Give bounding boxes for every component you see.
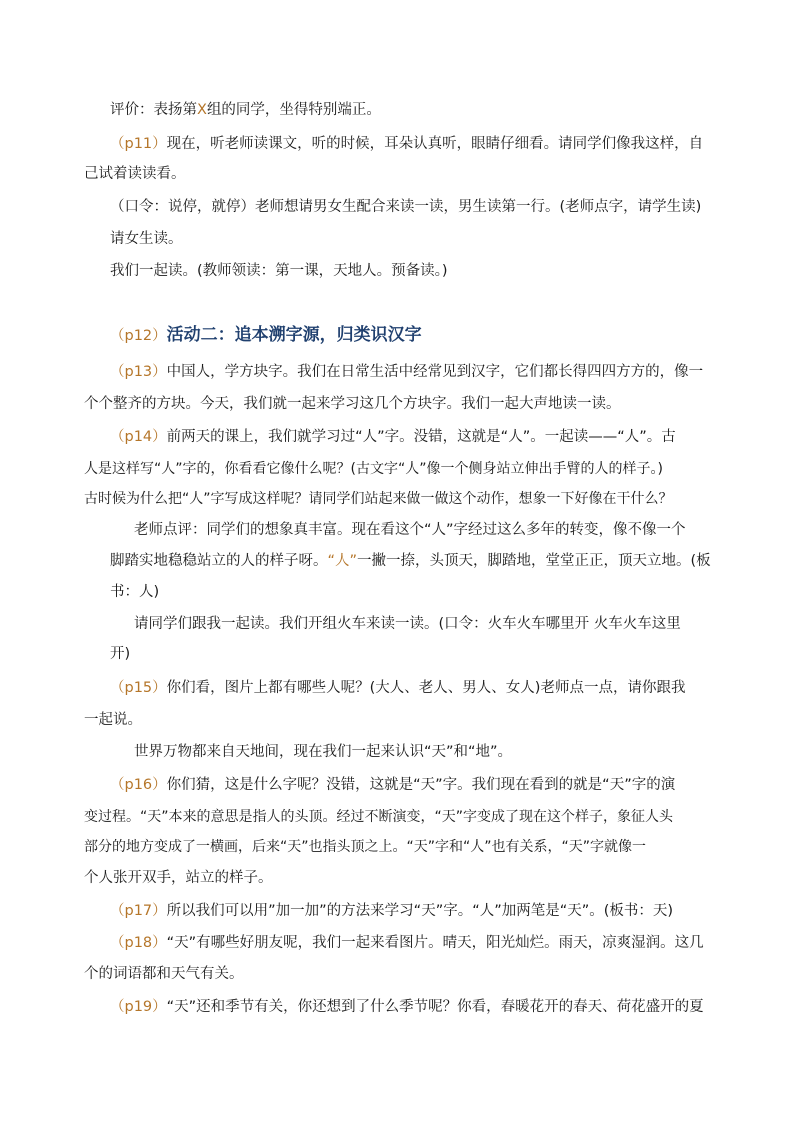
- text-span: “天”还和季节有关，你还想到了什么季节呢？你看，春暖花开的春天、荷花盛开的夏: [166, 999, 704, 1015]
- text-span: 你们猜，这是什么字呢？没错，这就是“天”字。我们现在看到的就是“天”字的演: [166, 777, 676, 793]
- page-tag: （p15）: [110, 680, 167, 696]
- text-span: 所以我们可以用”加一加”的方法来学习“天”字。“人”加两笔是“天”。(板书：天): [166, 903, 674, 919]
- text-line: 请女生读。: [110, 231, 183, 247]
- text-line: 请同学们跟我一起读。我们开组火车来读一读。(口令：火车火车哪里开 火车火车这里: [134, 616, 681, 632]
- page-tag: （p13）: [110, 364, 167, 380]
- text-line: 一起说。: [84, 712, 142, 728]
- text-line: （口令：说停，就停）老师想请男女生配合来读一读，男生读第一行。(老师点字，请学生读): [110, 199, 702, 215]
- text-line: 个人张开双手，站立的样子。: [84, 870, 273, 886]
- text-line: 个个整齐的方块。今天，我们就一起来学习这几个方块字。我们一起大声地读一读。: [84, 396, 621, 412]
- text-line: [110, 678, 685, 698]
- text-span: 前两天的课上，我们就学习过“人”字。没错，这就是“人”。一起读——“人”。古: [166, 429, 676, 445]
- text-span: 一撇一捺，头顶天，脚踏地，堂堂正正，顶天立地。(板: [357, 553, 711, 569]
- text-line: [110, 427, 676, 447]
- text-line: [110, 775, 675, 795]
- page-tag: （p17）: [110, 903, 167, 919]
- text-line: 书：人): [110, 584, 160, 600]
- text-span: 组的同学，坐得特别端正。: [206, 102, 381, 118]
- text-span: 评价：表扬第: [110, 102, 197, 118]
- section-heading: [110, 323, 422, 348]
- text-span: 中国人，学方块字。我们在日常生活中经常见到汉字，它们都长得四四方方的，像一: [166, 364, 704, 380]
- text-line: [110, 362, 703, 382]
- text-span: 现在，听老师读课文，听的时候，耳朵认真听，眼睛仔细看。请同学们像我这样，自: [166, 136, 704, 152]
- page-tag: （p19）: [110, 999, 167, 1015]
- page-tag: （p12）: [110, 328, 167, 344]
- text-line: [110, 933, 704, 953]
- text-span: 脚踏实地稳稳站立的人的样子呀。: [110, 553, 328, 569]
- page-tag: （p16）: [110, 777, 167, 793]
- page-tag: （p18）: [110, 935, 167, 951]
- text-line: 己试着读读看。: [84, 166, 186, 182]
- text-span: “天”有哪些好朋友呢，我们一起来看图片。晴天，阳光灿烂。雨天，凉爽湿润。这几: [166, 935, 704, 951]
- text-line: 部分的地方变成了一横画，后来“天”也指头顶之上。“天”字和“人”也有关系，“天”字就像一: [84, 839, 647, 855]
- highlight-span: X: [197, 102, 207, 118]
- text-line: 变过程。“天”本来的意思是指人的头顶。经过不断演变，“天”字变成了现在这个样子，象征人头: [84, 809, 674, 825]
- page-tag: （p11）: [110, 136, 167, 152]
- text-line: 古时候为什么把“人”字写成这样呢？请同学们站起来做一做这个动作，想象一下好像在干什么？: [84, 491, 673, 507]
- page-tag: （p14）: [110, 429, 167, 445]
- heading-text: 活动二：追本溯字源，归类识汉字: [166, 325, 422, 345]
- text-line: [110, 100, 381, 120]
- text-line: 开): [110, 646, 131, 662]
- text-span: 你们看，图片上都有哪些人呢？(大人、老人、男人、女人)老师点一点，请你跟我: [166, 680, 686, 696]
- text-line: 世界万物都来自天地间，现在我们一起来认识“天”和“地”。: [134, 744, 513, 760]
- text-line: [110, 551, 711, 571]
- text-line: [110, 134, 703, 154]
- text-line: [110, 997, 704, 1017]
- text-line: 老师点评：同学们的想象真丰富。现在看这个“人”字经过这么多年的转变，像不像一个: [134, 522, 686, 538]
- text-line: 我们一起读。(教师领读：第一课，天地人。预备读。): [110, 263, 448, 279]
- text-line: 人是这样写“人”字的，你看看它像什么呢？(古文字“人”像一个侧身站立伸出手臂的人的样子。): [84, 461, 663, 477]
- text-line: 个的词语都和天气有关。: [84, 966, 244, 982]
- highlight-span: “人”: [327, 553, 358, 569]
- text-line: [110, 901, 673, 921]
